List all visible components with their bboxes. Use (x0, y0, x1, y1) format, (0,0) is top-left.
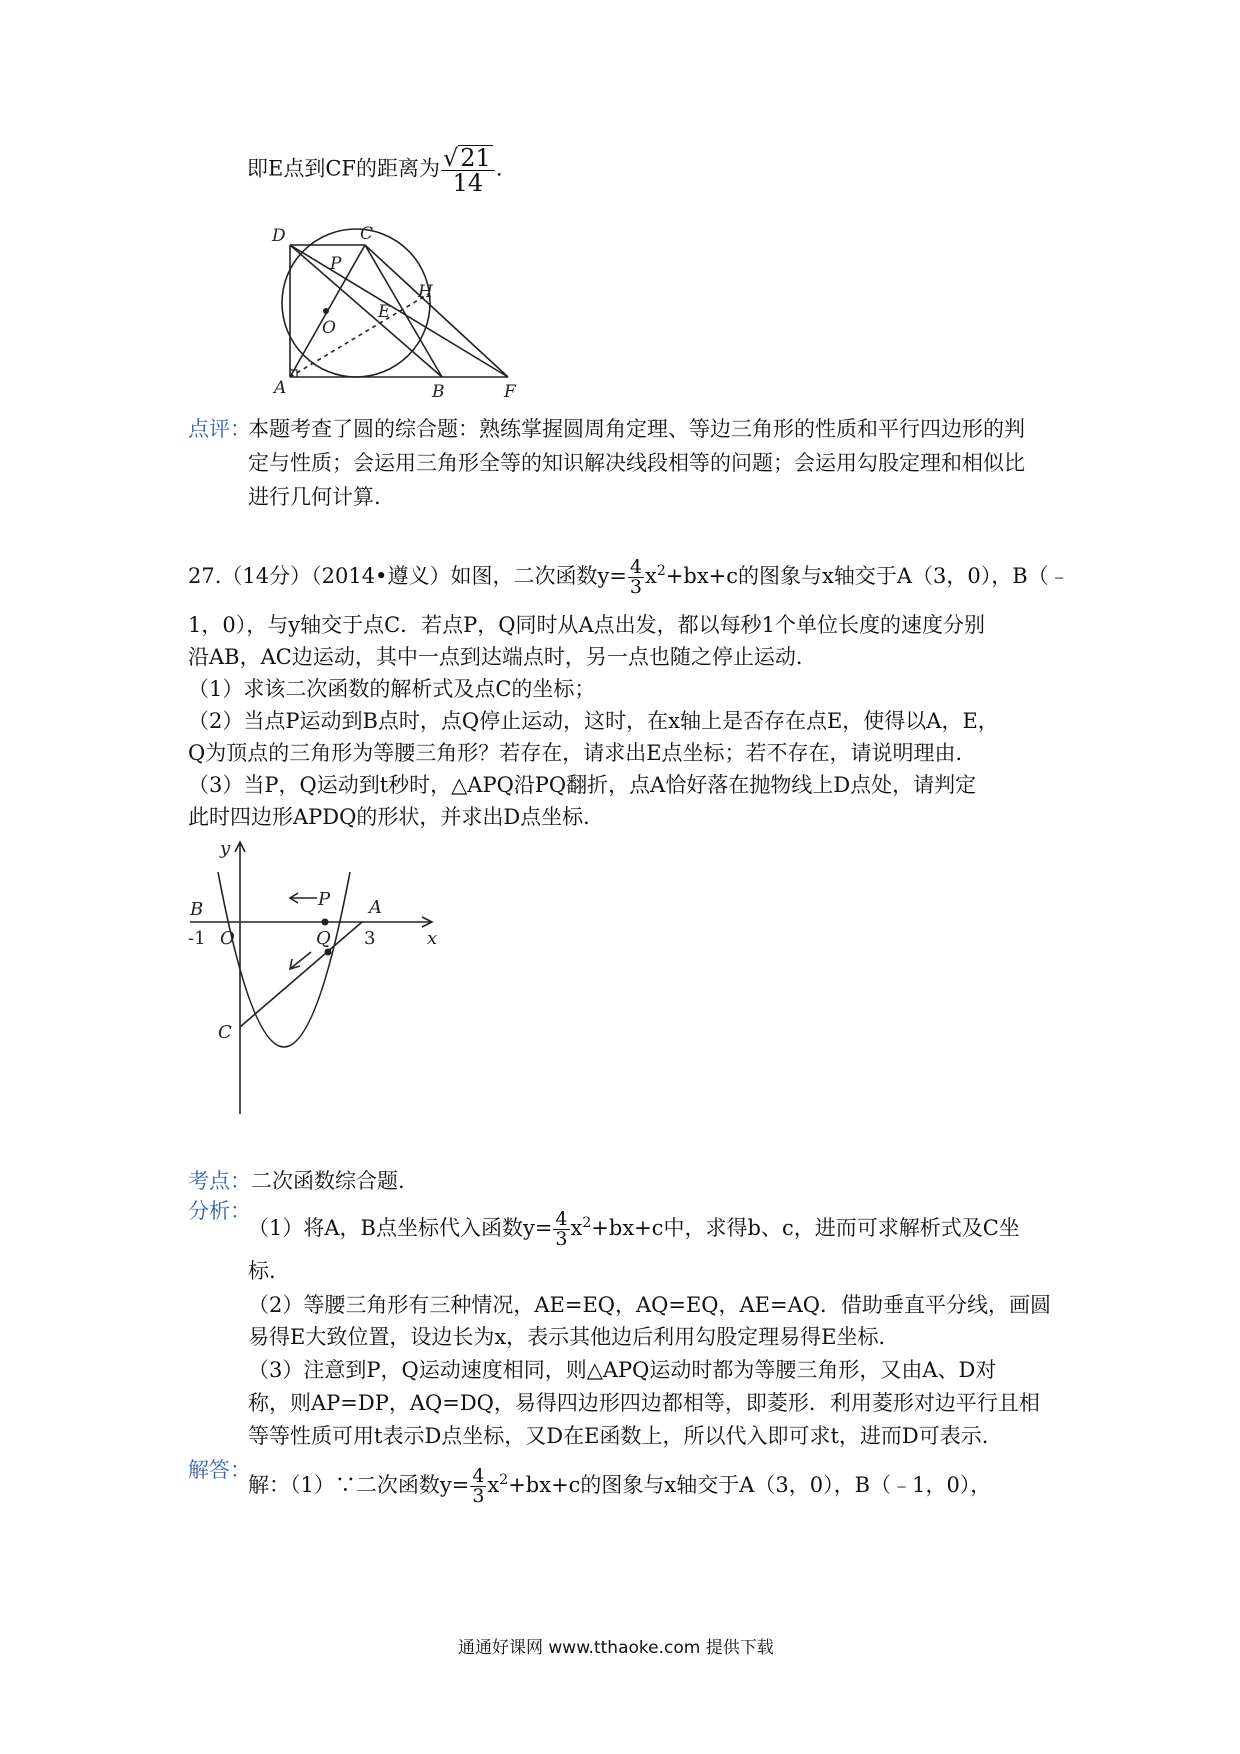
four-thirds-fraction: $\frac{4}{3}$ (555, 1208, 568, 1250)
page-footer: 通通好课网 www.tthaoke.com 提供下载 (458, 1638, 774, 1658)
label-o: O (220, 928, 235, 949)
segment-ca (240, 922, 362, 1027)
point-p (322, 919, 329, 926)
segment-cb (365, 245, 442, 377)
q27-line-1: 27.（14分）（2014•遵义）如图，二次函数y= $\frac{4}{3}$ $x^2+bx+c$的图象与x轴交于A（3，0），B（﹣ (188, 556, 1070, 598)
sqrt21-over-14: $\frac{√21}{14}$ (441, 145, 495, 195)
circle-geometry-figure (260, 225, 530, 405)
label-y: y (220, 838, 231, 859)
fenxi-p2-line-1: （2）等腰三角形有三种情况，AE=EQ，AQ=EQ，AE=AQ．借助垂直平分线，画圆 (248, 1293, 1051, 1317)
label-h: H (418, 282, 433, 302)
arrow-q-shaft (291, 952, 311, 968)
comment-label: 点评： (188, 417, 251, 441)
fenxi-p3-line-3: 等等性质可用t表示D点坐标，又D在E函数上，所以代入即可求t，进而D可表示. (248, 1424, 989, 1448)
parabola-figure (180, 832, 450, 1122)
distance-text: 即E点到CF的距离为 (247, 156, 440, 181)
comment-line-3: 进行几何计算. (248, 485, 381, 509)
q27-line-6: Q为顶点的三角形为等腰三角形？若存在，请求出E点坐标；若不存在，请说明理由． (188, 741, 977, 765)
label-a: A (274, 378, 287, 398)
label-b: B (432, 382, 445, 402)
q27-line-5: （2）当点P运动到B点时，点Q停止运动，这时，在x轴上是否存在点E，使得以A，E， (188, 709, 999, 733)
point-q (325, 949, 332, 956)
segment-df (290, 245, 508, 377)
label-d: D (272, 226, 286, 246)
distance-line: 即E点到CF的距离为 $\frac{√21}{14}$ . (247, 144, 503, 197)
four-thirds-fraction: $\frac{4}{3}$ (472, 1465, 485, 1507)
label-e: E (378, 302, 391, 322)
label-c: C (360, 225, 374, 244)
q27-line-2: 1，0），与y轴交于点C．若点P，Q同时从A点出发，都以每秒1个单位长度的速度分别 (188, 613, 986, 637)
label-a: A (369, 897, 382, 918)
label-f: F (504, 382, 516, 402)
kaodian-label: 考点： (188, 1169, 251, 1193)
point-o (323, 308, 329, 314)
parabola-curve (218, 872, 350, 1047)
q27-line-8: 此时四边形APDQ的形状，并求出D点坐标． (188, 805, 605, 829)
label-q: Q (316, 928, 331, 949)
q27-line-3: 沿AB，AC边运动，其中一点到达端点时，另一点也随之停止运动． (188, 645, 817, 669)
kaodian-line (188, 1166, 405, 1196)
kaodian-text: 二次函数综合题. (251, 1169, 405, 1193)
label-o: O (322, 318, 336, 338)
fenxi-p1-line-2: 标. (248, 1259, 276, 1283)
comment-line-2: 定与性质；会运用三角形全等的知识解决线段相等的问题；会运用勾股定理和相似比 (248, 451, 1025, 475)
jieda-line-1: 解：（1）∵二次函数y= $\frac{4}{3}$ $x^2+bx+c$的图象与x轴交于A（3，0），B（﹣1，0）， (248, 1465, 992, 1507)
label-minus-one: -1 (188, 928, 206, 949)
fenxi-p3-line-1: （3）注意到P，Q运动速度相同，则△APQ运动时都为等腰三角形，又由A、D对 (248, 1358, 997, 1382)
fenxi-label: 分析： (188, 1199, 251, 1223)
label-p: P (318, 889, 331, 910)
label-p: P (330, 254, 342, 274)
label-three: 3 (364, 928, 376, 949)
fenxi-p1-line-1: （1）将A，B点坐标代入函数y= $\frac{4}{3}$ $x^2+bx+c$中，求得b、c，进而可求解析式及C坐 (248, 1208, 1020, 1250)
fenxi-p2-line-2: 易得E大致位置，设边长为x，表示其他边后利用勾股定理易得E坐标． (248, 1325, 900, 1349)
label-c: C (218, 1022, 232, 1043)
label-x: x (427, 928, 438, 949)
comment-line-1: 本题考查了圆的综合题：熟练掌握圆周角定理、等边三角形的性质和平行四边形的判 (248, 417, 1025, 441)
four-thirds-fraction: $\frac{4}{3}$ (629, 556, 643, 598)
jieda-label: 解答： (188, 1458, 251, 1482)
label-b: B (190, 899, 204, 920)
fenxi-p3-line-2: 称，则AP=DP，AQ=DQ，易得四边形四边都相等，即菱形．利用菱形对边平行且相 (248, 1391, 1040, 1415)
q27-line-4: （1）求该二次函数的解析式及点C的坐标； (188, 677, 596, 701)
q27-line-7: （3）当P，Q运动到t秒时，△APQ沿PQ翻折，点A恰好落在抛物线上D点处，请判定 (188, 773, 977, 797)
